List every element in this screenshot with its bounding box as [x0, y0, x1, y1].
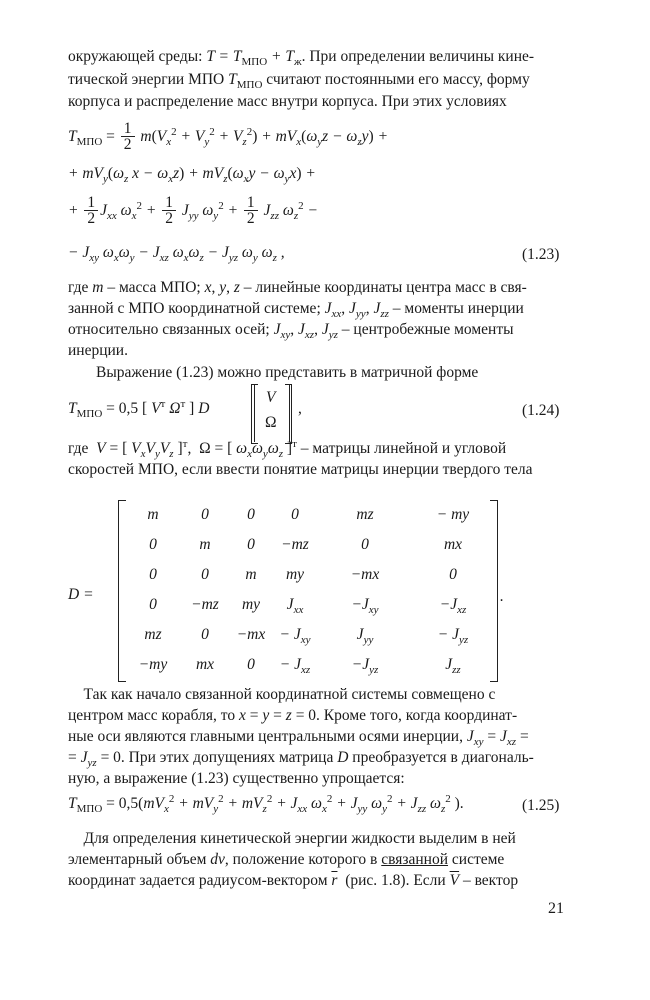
paragraph-simplification: Так как начало связанной координатной системы совмещено с центром масс корабля, то x = y = z = 0. Кроме того, когда координат- ные оси являются главными центральными осями инерции, $J_{xy} = J_{xz}$ = = $J_{yz} = 0$. При этих допущениях матрица D преобразуется в диагональ- ную, а выражение (1.23) существенно упрощается:: [68, 686, 534, 787]
matrix-cell-r3-c1: 0: [149, 566, 157, 583]
eq-1-25-number: (1.25): [522, 797, 560, 814]
page-number: 21: [548, 900, 564, 917]
matrix-cell-r4-c4: $J_{xx}$: [286, 596, 304, 617]
matrix-cell-r2-c3: 0: [247, 536, 255, 553]
matrix-cell-r4-c3: my: [241, 596, 261, 613]
text-line-3: корпуса и распределение масс внутри корпуса. При этих условиях: [68, 93, 507, 110]
matrix-cell-r1-c1: m: [147, 506, 159, 523]
text-line-2: тической энергии МПО $T_{МПО}$ считают постоянными его массу, форму: [68, 71, 530, 92]
matrix-cell-r6-c6: $J_{zz}$: [445, 656, 461, 677]
matrix-cell-r4-c1: 0: [149, 596, 157, 613]
matrix-cell-r3-c4: my: [285, 566, 305, 583]
matrix-period: .: [500, 588, 504, 605]
document-page: окружающей среды: $T = T_{МПО} + T_ж$. При определении величины кине- тической энергии МПО $T_{МПО}$ считают постоянными его массу, форму корпуса и распределение масс внутри корпуса. При этих условиях $T_{МПО}$ = $\frac{1}{2}$ $m(V_x^2 + V_y^2 + V_z^2) + mV_x(\omega_yz - \omega_zy)$ + + $mV_y(\omega_z$ $x - \omega_xz) + mV_z(\omega_xy - \omega_yx)$ + + $\frac{1}{2}$ $J_{xx}$ $\omega_x^2$ + $\frac{1}{2}$ $J_{yy}$ $\omega_y^2$ + $\frac{1}{2}$ $J_{zz}$ $\omega_z^2$ − − $J_{xy}$ $\omega_x\omega_y - J_{xz}$ $\omega_x\omega_z - J_{yz}$ $\omega_y$ $\omega_z$ , (1.23) где m – масса МПО; x, y, z – линейные координаты центра масс в свя- занной с МПО координатной системе; $J_{xx}$, $J_{yy}$, $J_{zz}$ – моменты инерции относительно связанных осей; $J_{xy}$, $J_{xz}$, $J_{yz}$ – центробежные моменты инерции. Выражение (1.23) можно представить в матричной форме $T_{МПО} = 0,5$ [ $V^т$ $\Omega^т$ ] D V Ω , (1.24) где V = [ $V_xV_yV_z$ ]$^т$, Ω = [ $\omega_x\omega_y\omega_z$ ]$^т$ – матрицы линейной и угловой скоростей МПО, если ввести понятие матрицы инерции твердого тела D = m 0 0 0 mz − my 0 m 0 −mz 0 mx 0 0 m my −mx 0 0 −mz my $J_{xx}$ $-J_{xy}$ $-J_{xz}$ mz 0 −mx − $J_{xy}$ $J_{yy}$ − $J_{yz}$ −my mx 0 − $J_{xz}$ $-J_{yz}$ $J_{zz}$ . Так как начало связанной координатной системы совмещено с центром масс корабля, то x = y = z = 0. Кроме того, когда координат- ные оси являются главными центральными осями инерции, $J_{xy} = J_{xz}$ = = $J_{yz} = 0$. При этих допущениях матрица D преобразуется в диагональ- ную, а выражение (1.23) существенно упрощается: $T_{МПО} = 0,5(mV_x^2 + mV_y^2 + mV_z^2 + J_{xx}$ $\omega_x^2 + J_{yy}$ $\omega_y^2 + J_{zz}$ $\omega_z^2$ ). (1.25) Для определения кинетической энергии жидкости выделим в ней элементарный объем dv, положение которого в связанной системе координат задается радиусом-вектором $\overline{r}$ (рис. 1.8). Если $\overline{V}$ – вектор 21: [68, 48, 564, 917]
paragraph-matrix-form: Выражение (1.23) можно представить в матричной форме: [96, 364, 479, 381]
matrix-cell-r2-c5: 0: [361, 536, 369, 553]
matrix-cell-r5-c2: 0: [201, 626, 209, 643]
matrix-cell-r3-c3: m: [245, 566, 257, 583]
matrix-cell-r1-c4: 0: [291, 506, 299, 523]
inertia-matrix: [118, 500, 498, 680]
eq-1-24-number: (1.24): [522, 402, 560, 419]
matrix-cell-r3-c5: −mx: [350, 566, 380, 583]
matrix-cell-r5-c6: − $J_{yz}$: [437, 626, 469, 647]
matrix-cell-r1-c5: mz: [356, 506, 374, 523]
matrix-cell-r4-c2: −mz: [191, 596, 219, 613]
eq-1-23-line-2: + $mV_y(\omega_z$ $x - \omega_xz) + mV_z(\omega_xy - \omega_yx)$ +: [68, 165, 316, 186]
matrix-cell-r4-c6: $-J_{xz}$: [439, 596, 467, 617]
eq-1-23-line-1: $T_{МПО}$ = $\frac{1}{2}$ $m(V_x^2 + V_y^2 + V_z^2) + mV_x(\omega_yz - \omega_zy)$ +: [68, 120, 389, 153]
eq-1-23-number: (1.23): [522, 246, 560, 263]
matrix-cell-r6-c1: −my: [138, 656, 168, 673]
matrix-cell-r6-c4: − $J_{xz}$: [279, 656, 311, 677]
paragraph-velocity-matrices: где V = [ $V_xV_yV_z$ ]$^т$, Ω = [ $\omega_x\omega_y\omega_z$ ]$^т$ – матрицы линейной и угловой скоростей МПО, если ввести понятие матрицы инерции твердого тела: [68, 437, 533, 478]
matrix-cell-r2-c4: −mz: [281, 536, 309, 553]
matrix-cell-r5-c3: −mx: [236, 626, 266, 643]
matrix-cell-r6-c3: 0: [247, 656, 255, 673]
matrix-cell-r2-c6: mx: [443, 536, 463, 553]
matrix-cell-r3-c6: 0: [449, 566, 457, 583]
eq-1-23-line-4: − $J_{xy}$ $\omega_x\omega_y - J_{xz}$ $\omega_x\omega_z - J_{yz}$ $\omega_y$ $\omega_z$ ,: [68, 244, 285, 265]
matrix-cell-r1-c3: 0: [247, 506, 255, 523]
matrix-cell-r4-c5: $-J_{xy}$: [351, 596, 379, 617]
matrix-cell-r5-c5: $J_{yy}$: [356, 626, 374, 647]
matrix-cell-r6-c2: mx: [195, 656, 215, 673]
matrix-cell-r3-c2: 0: [201, 566, 209, 583]
matrix-cell-r1-c2: 0: [201, 506, 209, 523]
matrix-cell-r5-c4: − $J_{xy}$: [279, 626, 311, 647]
paragraph-fluid-energy: Для определения кинетической энергии жидкости выделим в ней элементарный объем dv, положение которого в связанной системе координат задается радиусом-вектором $\overline{r}$ (рис. 1.8). Если $\overline{V}$ – вектор: [68, 830, 519, 889]
matrix-cell-r1-c6: − my: [436, 506, 470, 523]
eq-1-23-line-3: + $\frac{1}{2}$ $J_{xx}$ $\omega_x^2$ + $\frac{1}{2}$ $J_{yy}$ $\omega_y^2$ + $\frac{1}{2}$ $J_{zz}$ $\omega_z^2$ −: [68, 194, 318, 227]
matrix-right-bracket: [490, 500, 498, 682]
matrix-cell-r6-c5: $-J_{yz}$: [351, 656, 379, 677]
paragraph-definitions: где m – масса МПО; x, y, z – линейные координаты центра масс в свя- занной с МПО координатной системе; $J_{xx}$, $J_{yy}$, $J_{zz}$ – моменты инерции относительно связанных осей; $J_{xy}$, $J_{xz}$, $J_{yz}$ – центробежные моменты инерции.: [68, 279, 527, 359]
matrix-cell-r2-c2: m: [199, 536, 211, 553]
matrix-left-bracket: [118, 500, 126, 682]
matrix-cell-r5-c1: mz: [144, 626, 162, 643]
matrix-label: D =: [68, 586, 94, 603]
text-line-1: окружающей среды: $T = T_{МПО} + T_ж$. При определении величины кине-: [68, 48, 535, 69]
equation-1-25: $T_{МПО} = 0,5(mV_x^2 + mV_y^2 + mV_z^2 + J_{xx}$ $\omega_x^2 + J_{yy}$ $\omega_y^2 + J_{zz}$ $\omega_z^2$ ).: [68, 792, 464, 816]
matrix-cell-r2-c1: 0: [149, 536, 157, 553]
